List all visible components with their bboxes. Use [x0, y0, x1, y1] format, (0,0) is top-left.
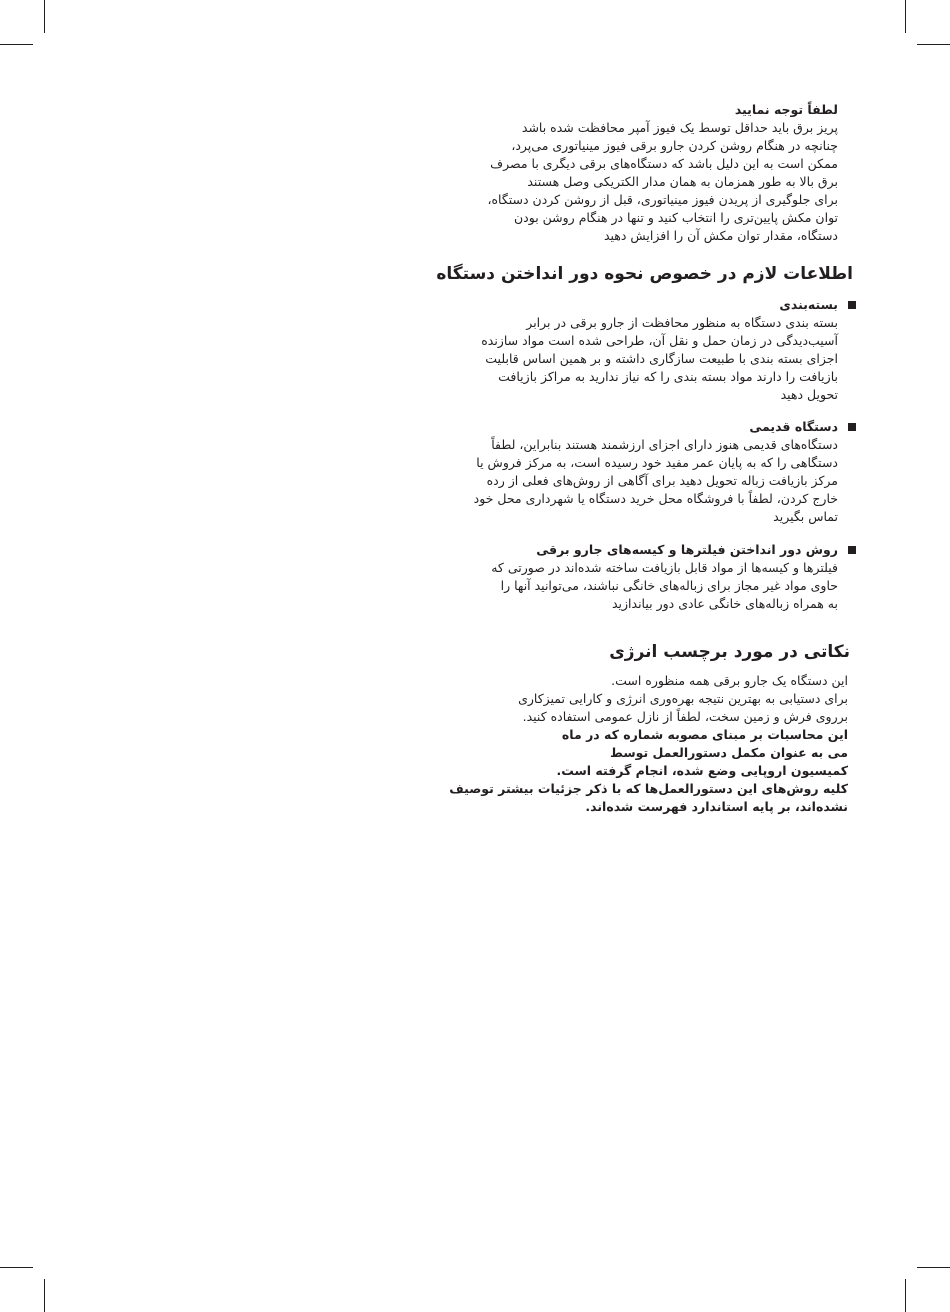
item-line: مرکز بازیافت زباله تحویل دهید برای آگاهی از روش‌های فعلی از رده	[486, 473, 838, 488]
item-line: حاوی مواد غیر مجاز برای زباله‌های خانگی نباشند، می‌توانید آنها را	[500, 578, 838, 593]
note-section	[487, 101, 838, 245]
disposal-item-filters	[491, 541, 838, 613]
item-title: روش دور انداختن فیلترها و کیسه‌های جارو برقی	[536, 542, 838, 557]
crop-mark-top-right-v	[905, 0, 906, 33]
item-line: دستگاهی را که به پایان عمر مفید خود رسیده است، به مرکز فروش یا	[476, 455, 838, 470]
item-line: بسته بندی دستگاه به منظور محافظت از جارو برقی در برابر	[526, 315, 838, 330]
item-line: دستگاه‌های قدیمی هنوز دارای اجزای ارزشمند هستند بنابراین، لطفاً	[491, 437, 838, 452]
item-line: خارج کردن، لطفاً با فروشگاه محل خرید دستگاه یا شهرداری محل خود	[473, 491, 838, 506]
note-line: چنانچه در هنگام روشن کردن جارو برقی فیوز مینیاتوری می‌پرد،	[511, 138, 838, 153]
crop-mark-top-left-v	[44, 0, 45, 33]
note-line: برق بالا به طور همزمان به همان مدار الکتریکی وصل هستند	[527, 174, 838, 189]
crop-mark-bottom-left-h	[0, 1267, 33, 1268]
note-title: لطفاً توجه نمایید	[734, 102, 838, 117]
note-line: توان مکش پایین‌تری را انتخاب کنید و تنها در هنگام روشن بودن	[514, 210, 838, 225]
item-line: تماس بگیرید	[773, 509, 838, 524]
energy-section	[449, 672, 848, 816]
crop-mark-bottom-right-v	[905, 1279, 906, 1312]
energy-heading	[609, 640, 850, 664]
note-line: ممکن است به این دلیل باشد که دستگاه‌های برقی دیگری با مصرف	[490, 156, 838, 171]
crop-mark-top-right-h	[917, 44, 950, 45]
energy-line: این دستگاه یک جارو برقی همه منظوره است.	[611, 673, 848, 688]
crop-mark-top-left-h	[0, 44, 33, 45]
disposal-heading	[436, 262, 853, 286]
item-title: بسته‌بندی	[779, 297, 838, 312]
item-line: بازیافت را دارند مواد بسته بندی را که نیاز ندارید به مراکز بازیافت	[498, 369, 838, 384]
note-line: دستگاه، مقدار توان مکش آن را افزایش دهید	[603, 228, 838, 243]
note-line: پریز برق باید حداقل توسط یک فیوز آمپر محافظت شده باشد	[521, 120, 838, 135]
item-line: تحویل دهید	[780, 387, 838, 402]
item-line: به همراه زباله‌های خانگی عادی دور بیاندازید	[611, 596, 838, 611]
crop-mark-bottom-right-h	[917, 1267, 950, 1268]
item-line: آسیب‌دیدگی در زمان حمل و نقل آن، طراحی شده است مواد سازنده	[481, 333, 838, 348]
item-line: اجزای بسته بندی با طبیعت سازگاری داشته و بر همین اساس قابلیت	[485, 351, 838, 366]
energy-heading-text: نکاتی در مورد برچسب انرژی	[609, 642, 850, 662]
item-title: دستگاه قدیمی	[749, 419, 838, 434]
energy-line: برروی فرش و زمین سخت، لطفاً از نازل عمومی استفاده کنید.	[522, 709, 848, 724]
disposal-item-old-appliance	[474, 418, 838, 526]
disposal-item-packaging	[481, 296, 838, 404]
disposal-heading-text: اطلاعات لازم در خصوص نحوه دور انداختن دستگاه	[436, 264, 853, 284]
energy-bold-line: کلیه روش‌های این دستورالعمل‌ها که با ذکر جزئیات بیشتر توصیف	[449, 781, 848, 796]
energy-bold-line: این محاسبات بر مبنای مصوبه شماره که در ماه	[561, 727, 848, 742]
energy-line: برای دستیابی به بهترین نتیجه بهره‌وری انرژی و کارایی تمیزکاری	[518, 691, 848, 706]
bullet-square-icon	[848, 423, 856, 431]
energy-bold-line: نشده‌اند، بر پایه استاندارد فهرست شده‌اند.	[585, 799, 848, 814]
note-line: برای جلوگیری از پریدن فیوز مینیاتوری، قبل از روشن کردن دستگاه،	[487, 192, 838, 207]
energy-bold-line: کمیسیون اروپایی وضع شده، انجام گرفته است.	[556, 763, 848, 778]
crop-mark-bottom-left-v	[44, 1279, 45, 1312]
bullet-square-icon	[848, 546, 856, 554]
item-line: فیلترها و کیسه‌ها از مواد قابل بازیافت ساخته شده‌اند در صورتی که	[491, 560, 838, 575]
energy-bold-line: می به عنوان مکمل دستورالعمل توسط	[609, 745, 848, 760]
bullet-square-icon	[848, 301, 856, 309]
